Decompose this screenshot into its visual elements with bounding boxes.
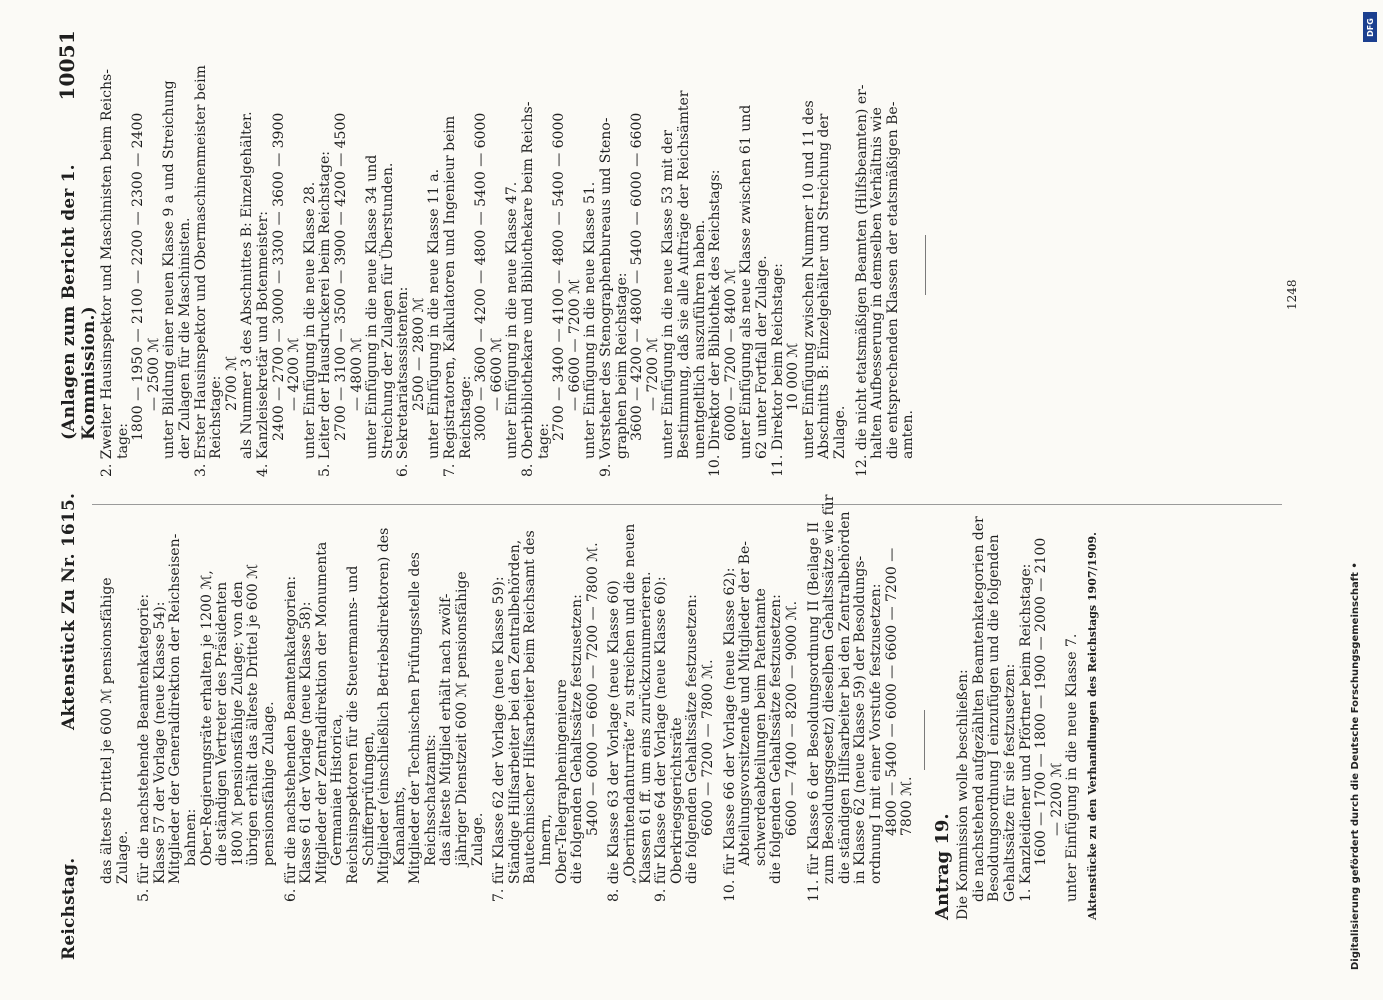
text-line: Reichsschatzamts: [422,734,439,866]
header-middle: Aktenstück Zu Nr. 1615. [59,492,79,730]
text-line: 2700 — 3100 — 3500 — 3900 — 4200 — 4500 [332,112,349,441]
text-line: halten Aufbesserung in demselben Verhältnis wie [869,107,886,459]
text-line: Abschnitts B: Einzelgehälter und Streichung der [816,113,833,459]
dfg-attribution: Digitalisierung gefördert durch die Deutsche Forschungsgemeinschaft • [1350,562,1361,970]
text-line: unter Einfügung als neue Klasse zwischen 61 und [738,104,755,459]
text-line: unter Einfügung in die neue Klasse 34 und [364,154,381,459]
left-column-text [99,494,916,920]
text-line: Zulage. [114,830,131,884]
text-line: unter Einfügung in die neue Klasse 11 a. [426,168,443,459]
text-line: unter Einfügung in die neue Klasse 28. [301,181,318,459]
text-line: bahnen: [182,808,199,866]
text-line: zum Besoldungsgesetz) dieselben Gehaltssätze wie für [821,494,838,884]
text-line: Gehaltssätze für sie festzusetzen: [1002,663,1019,902]
footnote: Aktenstücke zu den Verhandlungen des Reichstags 1907/1909. [1086,532,1100,920]
antrag-text [956,510,1081,920]
text-line: 6000 — 7200 — 8400 ℳ [722,268,739,441]
text-line: die ständigen Vertreter des Präsidenten [214,581,231,866]
header-right: (Anlagen zum Bericht der 1. Kommission.) [59,164,99,440]
text-line: graphen beim Reichstage: [613,272,630,459]
text-line: Ober-Telegrapheningenieure [553,679,570,884]
text-line: 11. für Klasse 6 der Besoldungsordnung II (Beilage II [805,521,822,902]
text-line: 10. für Klasse 66 der Vorlage (neue Klasse 62): [721,567,738,902]
text-line: Germaniae Historica, [329,713,346,866]
text-line: der Zulagen für die Maschinisten. [176,217,193,459]
text-line: 7. Registratoren, Kalkulatoren und Ingenieur beim [442,115,459,477]
text-line: — 4200 ℳ [286,337,303,411]
text-line: 2. Zweiter Hausinspektor und Maschinisten beim Reichs- [99,69,115,477]
text-line: amten. [900,410,917,459]
text-line: übrigen erhält das älteste Drittel je 600 ℳ [245,563,262,866]
text-line: Klassen 61 ff. um eins zurückzunumerieren. [637,571,654,884]
text-line: unter Einfügung zwischen Nummer 10 und 11 des [800,100,817,459]
text-line: Besoldungsordnung I einzufügen und die folgenden [986,534,1003,902]
text-line: Mitglieder der Technischen Prüfungsstelle des [407,552,424,884]
text-line: 6. Sekretariatsassistenten: [395,286,412,477]
text-line: die nachstehend aufgezählten Beamtenkategorien der [970,516,987,902]
text-line: 5. für die nachstehende Beamtenkategorie: [136,593,153,902]
text-line: 2500 — 2800 ℳ [410,297,427,411]
text-line: unter Einfügung in die neue Klasse 53 mit der [660,130,677,459]
text-line: in Klasse 62 (neue Klasse 59) der Besoldungs- [852,555,869,884]
text-line: 6600 — 7200 — 7800 ℳ. [699,659,716,836]
text-line: 1800 — 1950 — 2100 — 2200 — 2300 — 2400 [130,112,147,441]
text-line: Reichsinspektoren für die Steuermanns- und [344,565,361,884]
end-separator [925,235,926,295]
text-line: — 4800 ℳ [348,337,365,411]
text-line: Kanalamts, [391,786,408,866]
text-line: Mitglieder der Zentraldirektion der Monumenta [313,541,330,884]
text-line: 7. für Klasse 62 der Vorlage (neue Klasse 59): [491,576,508,902]
text-line: 1. Kanzleidiener und Pförtner beim Reichstage: [1017,563,1034,902]
text-line: Schifferprüfungen, [360,731,377,866]
text-line: tage: [535,423,552,459]
text-line: Streichung der Zulagen für Überstunden. [379,162,396,459]
text-line: jähriger Dienstzeit 600 ℳ pensionsfähige [454,571,471,866]
header-left: Reichstag. [59,857,79,960]
text-line: die entsprechenden Klassen der etatsmäßigen Be- [884,101,901,459]
text-line: — 7200 ℳ [644,337,661,411]
right-column [100,55,934,495]
text-line: unter Einfügung in die neue Klasse 7. [1064,633,1081,902]
text-line: 6. für die nachstehenden Beamtenkategorien: [282,575,299,902]
text-line: 8. die Klasse 63 der Vorlage (neue Klasse 60) [606,580,623,902]
text-line: Mitglieder (einschließlich Betriebsdirektoren) des [376,527,393,884]
text-line: unter Einfügung in die neue Klasse 47. [504,181,521,459]
text-line: die folgenden Gehaltssätze festzusetzen: [569,594,586,884]
text-line: die folgenden Gehaltssätze festzusetzen: [768,594,785,884]
running-head [55,30,99,960]
text-line: tage: [114,423,131,459]
text-line: 2700 — 3400 — 4100 — 4800 — 5400 — 6000 [551,112,568,441]
dfg-logo-text: DFG [1365,17,1375,37]
text-line: Mitglieder der Generaldirektion der Reichseisen- [167,533,184,884]
text-line: 2700 ℳ [223,355,240,411]
text-line: 10. Direktor der Bibliothek des Reichstags: [707,169,724,477]
column-divider [92,504,1282,505]
text-line: 62 unter Fortfall der Zulage. [753,255,770,459]
text-line: 3600 — 4200 — 4800 — 5400 — 6000 — 6600 [629,112,646,441]
text-line: schwerdeabteilungen beim Patentamte [752,588,769,866]
text-line: Reichstage: [457,375,474,459]
text-line: die folgenden Gehaltssätze festzusetzen: [684,594,701,884]
text-line: 9. Vorsteher des Stenographenbureaus und Steno- [598,117,614,477]
text-line: die ständigen Hilfsarbeiter bei den Zentralbehörden [836,511,853,884]
text-line: Innern, [538,813,555,866]
text-line: unter Bildung einer neuen Klasse 9 a und Streichung [161,80,178,459]
text-line: unentgeltlich auszuführen haben. [691,219,708,459]
text-line: das älteste Drittel je 600 ℳ pensionsfähige [99,577,115,884]
dfg-logo [1363,12,1377,42]
antrag-title: Antrag 19. [931,813,953,920]
text-line: Bestimmung, daß sie alle Aufträge der Reichsämter [675,90,692,459]
text-line: Ober-Regierungsräte erhalten je 1200 ℳ, [198,570,215,866]
text-line: 11. Direktor beim Reichstage: [769,263,786,477]
text-line: Reichstage: [208,375,225,459]
text-line: 3000 — 3600 — 4200 — 4800 — 5400 — 6000 [473,112,490,441]
text-line: als Nummer 3 des Abschnittes B: Einzelgehälter. [239,111,256,459]
text-line: 5400 — 6000 — 6600 — 7200 — 7800 ℳ. [584,542,601,836]
text-line: Ständige Hilfsarbeiter bei den Zentralbehörden, [506,539,523,884]
text-line: Klasse 61 der Vorlage (neue Klasse 58): [298,601,315,884]
text-line: 1600 — 1700 — 1800 — 1900 — 2000 — 2100 [1033,537,1050,866]
text-line: „Oberintendanturräte“ zu streichen und die neuen [622,523,638,884]
text-line: Oberkriegsgerichtsräte [668,717,685,884]
text-line: 4800 — 5400 — 6000 — 6600 — 7200 — [883,547,900,836]
text-line: 1800 ℳ pensionsfähige Zulage; von den [229,581,246,866]
text-line: unter Einfügung in die neue Klasse 51. [582,181,599,459]
text-line: — 6600 ℳ [488,337,505,411]
text-line: — 6600 — 7200 ℳ [566,278,583,411]
text-line: Bautechnischer Hilfsarbeiter beim Reichsamt des [522,530,539,884]
text-line: Die Kommission wolle beschließen: [955,669,972,920]
right-column-text [100,55,917,495]
text-line: 12. die nicht etatsmäßigen Beamten (Hilfsbeamten) er- [853,84,870,477]
text-line: 9. für Klasse 64 der Vorlage (neue Klasse 60): [653,576,670,902]
page-number: 10051 [55,30,79,101]
text-line: 4. Kanzleisekretär und Botenmeister: [254,211,271,477]
text-line: — 2200 ℳ [1048,762,1065,836]
section-separator [924,710,925,770]
text-line: Zulage. [469,812,486,866]
text-line: Klasse 57 der Vorlage (neue Klasse 54): [151,601,168,884]
text-line: 10 000 ℳ [785,342,802,411]
sheet-number: 1248 [1285,279,1299,310]
text-line: — 2500 ℳ [145,337,162,411]
text-line: 7800 ℳ. [899,776,916,836]
text-line: pensionsfähige Zulage. [260,701,277,866]
text-line: 6600 — 7400 — 8200 — 9000 ℳ. [783,600,800,836]
text-line: das älteste Mitglied erhält nach zwölf- [438,593,455,866]
text-line: 8. Oberbibliothekare und Bibliothekare beim Reichs- [520,101,537,477]
text-line: 3. Erster Hausinspektor und Obermaschinenmeister beim [192,65,209,477]
left-column [99,494,1101,920]
text-line: 5. Leiter der Hausdruckerei beim Reichstage: [317,151,334,477]
text-line: Zulage. [831,405,848,459]
text-line: Abteilungsvorsitzende und Mitglieder der Be- [737,541,754,866]
text-line: ordnung I mit einer Vorstufe festzusetzen: [867,583,884,884]
text-line: 2400 — 2700 — 3000 — 3300 — 3600 — 3900 [270,112,287,441]
